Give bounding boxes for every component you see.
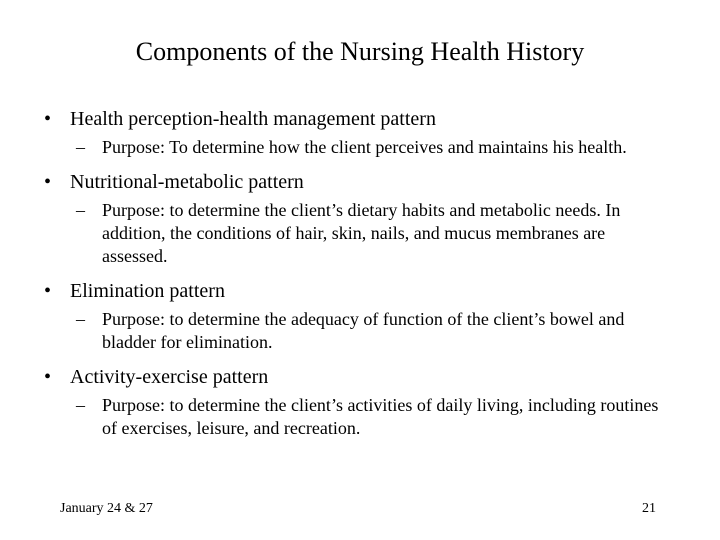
bullet-label: Activity-exercise pattern (70, 366, 269, 388)
dash-icon: – (76, 309, 85, 329)
dash-icon: – (76, 200, 85, 220)
bullet-item (44, 104, 674, 159)
bullet-icon: • (44, 366, 52, 388)
bullet-icon: • (44, 280, 52, 302)
bullet-label: Health perception-health management pattern (70, 108, 436, 130)
bullet-item (44, 362, 674, 440)
slide-body (44, 104, 674, 448)
bullet-item (44, 276, 674, 354)
bullet-label: Elimination pattern (70, 280, 225, 302)
sub-bullet (44, 308, 662, 354)
page-number: 21 (642, 501, 656, 516)
sub-bullet-text: Purpose: to determine the client’s activities of daily living, including routines of exercises, leisure, and recreation. (102, 395, 659, 438)
bullet-heading (44, 167, 674, 197)
bullet-heading (44, 104, 674, 134)
sub-bullet-text: Purpose: to determine the client’s dietary habits and metabolic needs. In addition, the conditions of hair, skin, nails, and mucus membranes are assessed. (102, 200, 621, 266)
sub-bullet (44, 199, 662, 268)
sub-bullet (44, 394, 662, 440)
dash-icon: – (76, 395, 85, 415)
footer-date: January 24 & 27 (60, 501, 153, 516)
slide-title: Components of the Nursing Health History (135, 37, 585, 66)
bullet-heading (44, 276, 674, 306)
bullet-heading (44, 362, 674, 392)
sub-bullet-text: Purpose: to determine the adequacy of function of the client’s bowel and bladder for elimination. (102, 309, 625, 352)
bullet-item (44, 167, 674, 268)
sub-bullet-text: Purpose: To determine how the client perceives and maintains his health. (102, 137, 627, 157)
bullet-icon: • (44, 108, 52, 130)
dash-icon: – (76, 137, 85, 157)
bullet-label: Nutritional-metabolic pattern (70, 171, 304, 193)
bullet-icon: • (44, 171, 52, 193)
sub-bullet (44, 136, 662, 159)
